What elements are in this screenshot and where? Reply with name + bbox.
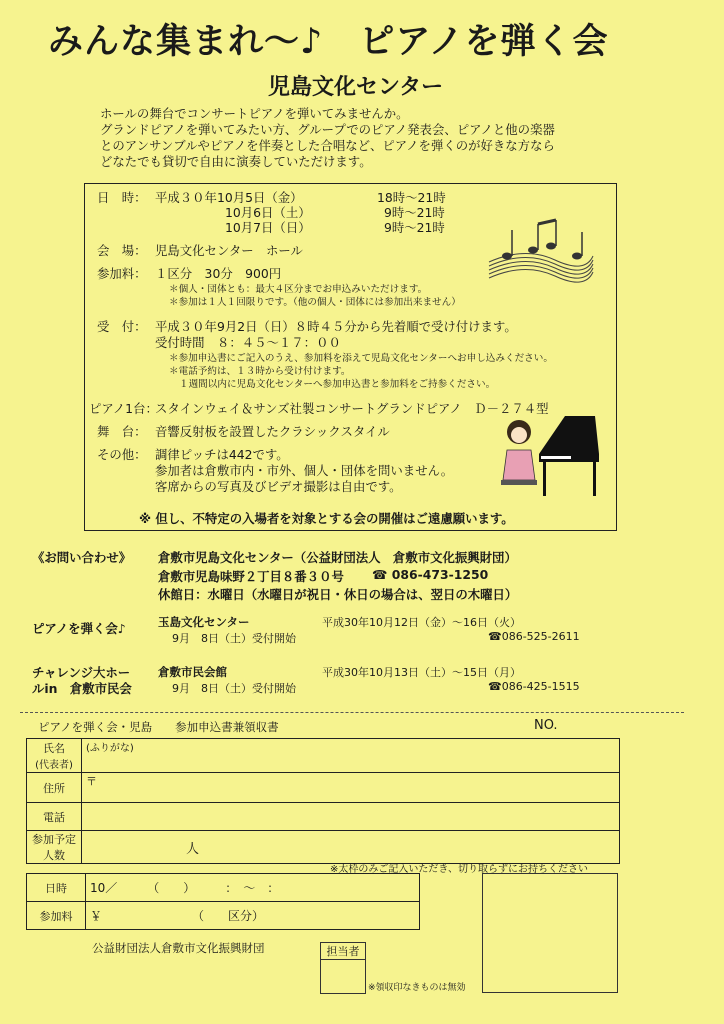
contact-closed: 休館日：水曜日（水曜日が祝日・休日の場合は、翌日の木曜日） bbox=[158, 587, 518, 602]
fee-value: １区分 30分 900円 bbox=[155, 266, 282, 281]
postal-mark: 〒 bbox=[86, 775, 97, 788]
reception-note: １週間以内に児島文化センターへ参加申込書と参加料をご持参ください。 bbox=[179, 379, 496, 390]
event-period: 平成30年10月12日（金）～16日（火） bbox=[322, 616, 521, 629]
event-name: ルin 倉敷市民会 bbox=[32, 681, 132, 696]
event-period: 平成30年10月13日（土）～15日（月） bbox=[322, 666, 521, 679]
fee-field[interactable]: ￥ （ 区分） bbox=[86, 902, 420, 930]
application-form bbox=[26, 738, 620, 864]
furigana-label: (ふりがな) bbox=[86, 743, 134, 754]
pianist-illustration-icon bbox=[495, 410, 605, 502]
issuer-name: 公益財団法人倉敷市文化振興財団 bbox=[92, 941, 265, 955]
details-box bbox=[84, 183, 617, 531]
contact-phone: ☎ 086-473-1250 bbox=[372, 567, 489, 582]
datetime-label: 日時 bbox=[27, 874, 86, 902]
name-label-line: (代表者) bbox=[35, 760, 73, 771]
date-2: 10月6日（土） bbox=[225, 205, 311, 220]
cut-line bbox=[20, 712, 684, 713]
phone-label: 電話 bbox=[27, 803, 82, 831]
staff-stamp-box bbox=[320, 942, 366, 994]
address-field[interactable] bbox=[82, 773, 620, 803]
other-value: 客席からの写真及びビデオ撮影は自由です。 bbox=[155, 479, 402, 494]
time-3: 9時～21時 bbox=[384, 220, 445, 235]
receipt-note: ※領収印なきものは無効 bbox=[368, 983, 466, 993]
contact-label: 《お問い合わせ》 bbox=[32, 550, 132, 565]
date-label: 日 時： bbox=[97, 190, 147, 205]
stage-value: 音響反射板を設置したクラシックスタイル bbox=[155, 424, 390, 439]
stage-label: 舞 台： bbox=[97, 424, 147, 439]
name-label bbox=[27, 739, 82, 773]
intro-line: とのアンサンブルやピアノを伴奏とした合唱など、ピアノを弾くのが好きな方なら bbox=[100, 138, 555, 153]
intro-line: グランドピアノを弾いてみたい方、グループでのピアノ発表会、ピアノと他の楽器 bbox=[100, 122, 555, 137]
reception-note: ＊参加申込書にご記入のうえ、参加料を添えて児島文化センターへお申し込みください。 bbox=[169, 353, 553, 364]
time-2: 9時～21時 bbox=[384, 205, 445, 220]
people-label bbox=[27, 831, 82, 864]
intro-line: ホールの舞台でコンサートピアノを弾いてみませんか。 bbox=[100, 106, 409, 121]
time-1: 18時～21時 bbox=[377, 190, 446, 205]
event-name: ピアノを弾く会♪ bbox=[32, 621, 126, 636]
event-venue: 倉敷市民会館 bbox=[158, 665, 227, 679]
other-value: 参加者は倉敷市内・市外、個人・団体を問いません。 bbox=[155, 463, 454, 478]
phone-field[interactable] bbox=[82, 803, 620, 831]
other-value: 調律ピッチは442です。 bbox=[155, 447, 289, 462]
music-notes-icon bbox=[485, 216, 595, 288]
receipt-stamp-box bbox=[482, 873, 618, 993]
fee-label: 参加料： bbox=[97, 266, 147, 281]
staff-label: 担当者 bbox=[321, 943, 365, 960]
address-label: 住所 bbox=[27, 773, 82, 803]
event-tel: ☎086-425-1515 bbox=[488, 680, 580, 693]
datetime-field[interactable]: 10／ （ ） ： ～ ： bbox=[86, 874, 420, 902]
form-no-label: NO. bbox=[534, 718, 558, 733]
event-reception: 9月 8日（土）受付開始 bbox=[172, 632, 296, 645]
people-label-line: 人数 bbox=[43, 849, 65, 862]
intro-text bbox=[100, 106, 555, 170]
intro-line: どなたでも貸切で自由に演奏していただけます。 bbox=[100, 154, 372, 169]
people-unit: 人 bbox=[186, 841, 200, 857]
piano-label: ピアノ1台： bbox=[89, 401, 158, 416]
reception-note: ＊電話予約は、１３時から受け付けます。 bbox=[169, 366, 351, 377]
people-field[interactable] bbox=[82, 831, 620, 864]
fee-note: ＊参加は１人１回限りです。（他の個人・団体には参加出来ません） bbox=[169, 297, 461, 308]
fee-note: ＊個人・団体とも：最大４区分までお申込みいただけます。 bbox=[169, 284, 428, 295]
page-title: みんな集まれ～♪ ピアノを弾く会 bbox=[48, 22, 609, 62]
people-label-line: 参加予定 bbox=[32, 833, 76, 846]
caution-text: ※ 但し、不特定の入場者を対象とする会の開催はご遠慮願います。 bbox=[139, 511, 514, 526]
reservation-table bbox=[26, 873, 420, 930]
form-title: ピアノを弾く会・児島 参加申込書兼領収書 bbox=[38, 720, 279, 734]
event-reception: 9月 8日（土）受付開始 bbox=[172, 682, 296, 695]
venue-label: 会 場： bbox=[97, 243, 147, 258]
event-name: チャレンジ大ホー bbox=[32, 665, 131, 680]
name-label-line: 氏名 bbox=[43, 742, 65, 755]
name-field[interactable] bbox=[82, 739, 620, 773]
venue-value: 児島文化センター ホール bbox=[155, 243, 303, 258]
form-note: ※太枠のみご記入いただき、切り取らずにお持ちください bbox=[330, 864, 588, 875]
fee-field-label: 参加料 bbox=[27, 902, 86, 930]
event-venue: 玉島文化センター bbox=[158, 615, 250, 629]
reception-label: 受 付： bbox=[97, 319, 147, 334]
reception-hours: 受付時間 ８：４５～１７：００ bbox=[155, 335, 341, 350]
reception-value: 平成３０年9月2日（日）８時４５分から先着順で受け付けます。 bbox=[155, 319, 517, 334]
event-tel: ☎086-525-2611 bbox=[488, 630, 580, 643]
date-1: 平成３０年10月5日（金） bbox=[155, 190, 303, 205]
contact-address: 倉敷市児島味野２丁目８番３０号 bbox=[158, 569, 344, 584]
piano-value: スタインウェイ＆サンズ社製コンサートグランドピアノ Ｄ－２７４型 bbox=[155, 401, 549, 416]
venue-subtitle: 児島文化センター bbox=[268, 75, 444, 100]
date-3: 10月7日（日） bbox=[225, 220, 311, 235]
contact-org: 倉敷市児島文化センター（公益財団法人 倉敷市文化振興財団） bbox=[158, 550, 517, 565]
other-label: その他： bbox=[97, 447, 147, 462]
